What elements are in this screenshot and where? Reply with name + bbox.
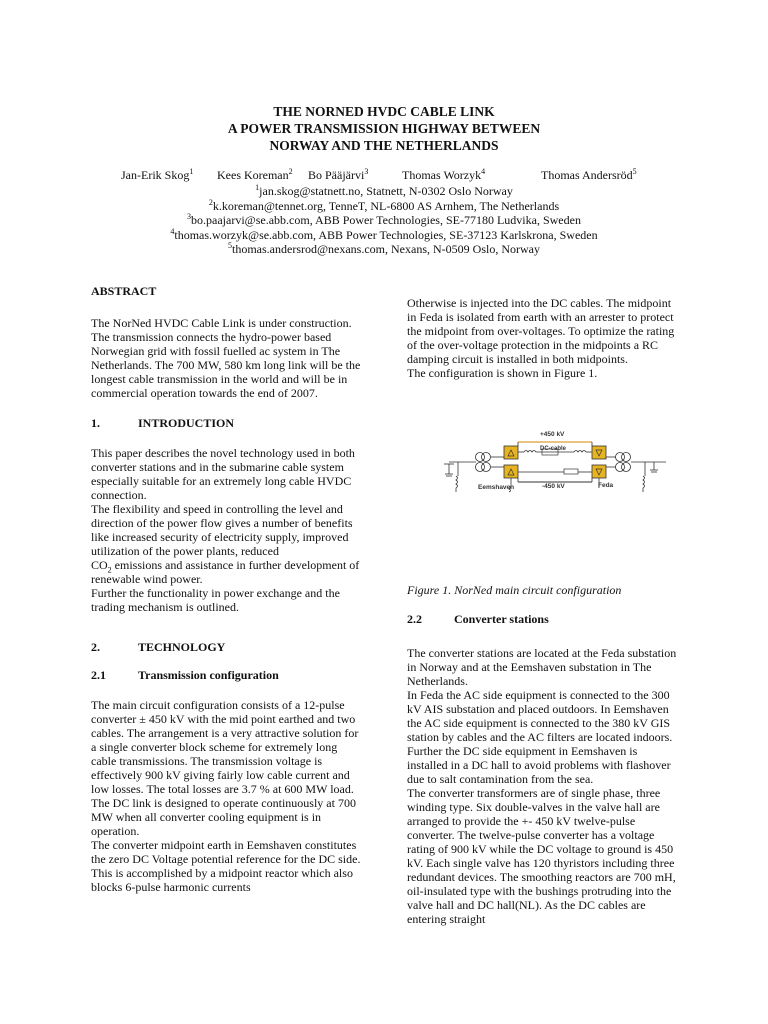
transmission-paragraph-1: The main circuit configuration consists of a 12-pulse converter ± 450 kV with the mid point earthed and two cables. The arrangement is a very attractive solution for a single converter block scheme for extremely long cable transmissions. The transmission voltage is effectively 900 kV giving fairly low cable current and low losses. The total losses are 3.7 % at 600 MW load. The DC link is designed to operate continuously at 700 MW when all converter cooling equipment is in operation. xyxy=(91,698,359,838)
transmission-heading: 2.1 Transmission configuration xyxy=(91,668,279,682)
right-transformer-icon xyxy=(616,453,631,472)
feda-label: Feda xyxy=(598,482,614,489)
eemshaven-label: Eemshaven xyxy=(478,484,515,491)
authors-block xyxy=(0,168,768,257)
affiliation-1: $^1$jan.skog@statnett.no, Statnett, N-0302 Oslo Norway xyxy=(255,183,513,198)
right-column xyxy=(407,296,679,380)
affiliation-2: $^2$k.koreman@tennet.org, TenneT, NL-6800 AS Arnhem, The Netherlands xyxy=(208,197,560,213)
converter-paragraph-1: The converter stations are located at the Feda substation in Norway and at the Eemshaven substation in The Netherlands. xyxy=(407,646,677,688)
left-ac-ground-icon xyxy=(444,464,454,476)
affiliation-3: $^3$bo.paajarvi@se.abb.com, ABB Power Technologies, SE-77180 Ludvika, Sweden xyxy=(187,212,581,227)
paper-title xyxy=(0,103,768,154)
plus-voltage-label: +450 kV xyxy=(540,431,565,438)
intro-paragraph-4: Further the functionality in power exchange and the trading mechanism is outlined. xyxy=(91,586,340,614)
figure-1-caption: Figure 1. NorNed main circuit configuration xyxy=(407,583,622,597)
right-intro-paragraph-1: Otherwise is injected into the DC cables. The midpoint in Feda is isolated from earth with an arrester to protect the midpoint from over-voltages. To optimize the rating of the over-voltage protection in the midpoints a RC damping circuit is installed in both midpoints. xyxy=(407,296,675,366)
affiliation-4: $^4$thomas.worzyk@se.abb.com, ABB Power Technologies, SE-37123 Karlskrona, Sweden xyxy=(170,226,598,242)
left-reactor-icon xyxy=(524,451,536,453)
affiliation-5: $^5$thomas.andersrod@nexans.com, Nexans, N-0509 Oslo, Norway xyxy=(228,241,540,256)
left-transformer-icon xyxy=(476,453,491,472)
left-column xyxy=(91,284,363,894)
dc-cable-label: DC-cable xyxy=(540,446,567,452)
figure-1-diagram xyxy=(440,426,670,502)
converter-paragraph-2: In Feda the AC side equipment is connected to the 300 kV AIS substation and placed outdoors. In Eemshaven the AC side equipment is connected to the 380 kV GIS station by cables and the AC filters are located indoors. Further the DC side equipment in Eemshaven is installed in a DC hall to avoid problems with flashover due to salt contamination from the sea. xyxy=(407,688,673,786)
converter-heading: 2.2 Converter stations xyxy=(407,612,549,626)
author-skog: Jan-Erik Skog$^1$ xyxy=(121,167,194,182)
right-intro-paragraph-2: The configuration is shown in Figure 1. xyxy=(407,366,598,380)
right-converter-icon xyxy=(592,446,606,478)
right-ac-ground-icon xyxy=(650,462,658,472)
author-row xyxy=(0,168,768,184)
right-ac-filter-icon xyxy=(643,462,645,492)
technology-heading: 2. TECHNOLOGY xyxy=(91,640,226,654)
title-line-2: A POWER TRANSMISSION HIGHWAY BETWEEN xyxy=(227,121,541,136)
author-paajarvi: Bo Pääjärvi$^3$ xyxy=(308,167,369,182)
lower-cable-icon xyxy=(564,469,578,474)
left-ac-filter-icon xyxy=(456,462,458,492)
right-column-lower xyxy=(407,583,679,926)
abstract-heading: ABSTRACT xyxy=(91,284,157,298)
intro-paragraph-3: $CO_2$ emissions and assistance in further development of renewable wind power. xyxy=(91,558,360,586)
left-converter-icon xyxy=(504,446,518,478)
author-worzyk: Thomas Worzyk$^4$ xyxy=(402,167,486,182)
abstract-text: The NorNed HVDC Cable Link is under construction. The transmission connects the hydro-power based Norwegian grid with fossil fuelled ac system in The Netherlands. The 700 MW, 580 km long link will be the longest cable transmission in the world and will be in commercial operation towards the end of 2007. xyxy=(91,316,361,400)
intro-paragraph-1: This paper describes the novel technology used in both converter stations and in the submarine cable system especially suitable for an extremely long cable HVDC connection. xyxy=(91,446,355,502)
title-line-3: NORWAY AND THE NETHERLANDS xyxy=(269,138,499,153)
right-reactor-icon xyxy=(574,451,586,453)
title-line-1: THE NORNED HVDC CABLE LINK xyxy=(273,104,495,119)
author-andersrod: Thomas Andersröd$^5$ xyxy=(541,167,637,182)
author-koreman: Kees Koreman$^2$ xyxy=(217,167,293,182)
intro-paragraph-2: The flexibility and speed in controlling the level and direction of the power flow gives a number of benefits like increased security of electricity supply, improved utilization of the power plants, reduced xyxy=(91,502,353,558)
transmission-paragraph-2: The converter midpoint earth in Eemshaven constitutes the zero DC Voltage potential reference for the DC side. This is accomplished by a midpoint reactor which also blocks 6-pulse harmonic currents xyxy=(91,838,361,894)
intro-heading: 1. INTRODUCTION xyxy=(91,416,235,430)
converter-paragraph-3: The converter transformers are of single phase, three winding type. Six double-valves in the valve hall are arranged to provide the +- 450 kV twelve-pulse converter. The twelve-pulse converter has a voltage rating of 900 kV while the DC voltage to ground is 450 kV. Each single valve has 120 thyristors including three redundant devices. The smoothing reactors are 700 mH, oil-insulated type with the bushings protruding into the valve hall and DC hall(NL). As the DC cables are entering straight xyxy=(407,786,676,926)
minus-voltage-label: -450 kV xyxy=(542,483,565,490)
